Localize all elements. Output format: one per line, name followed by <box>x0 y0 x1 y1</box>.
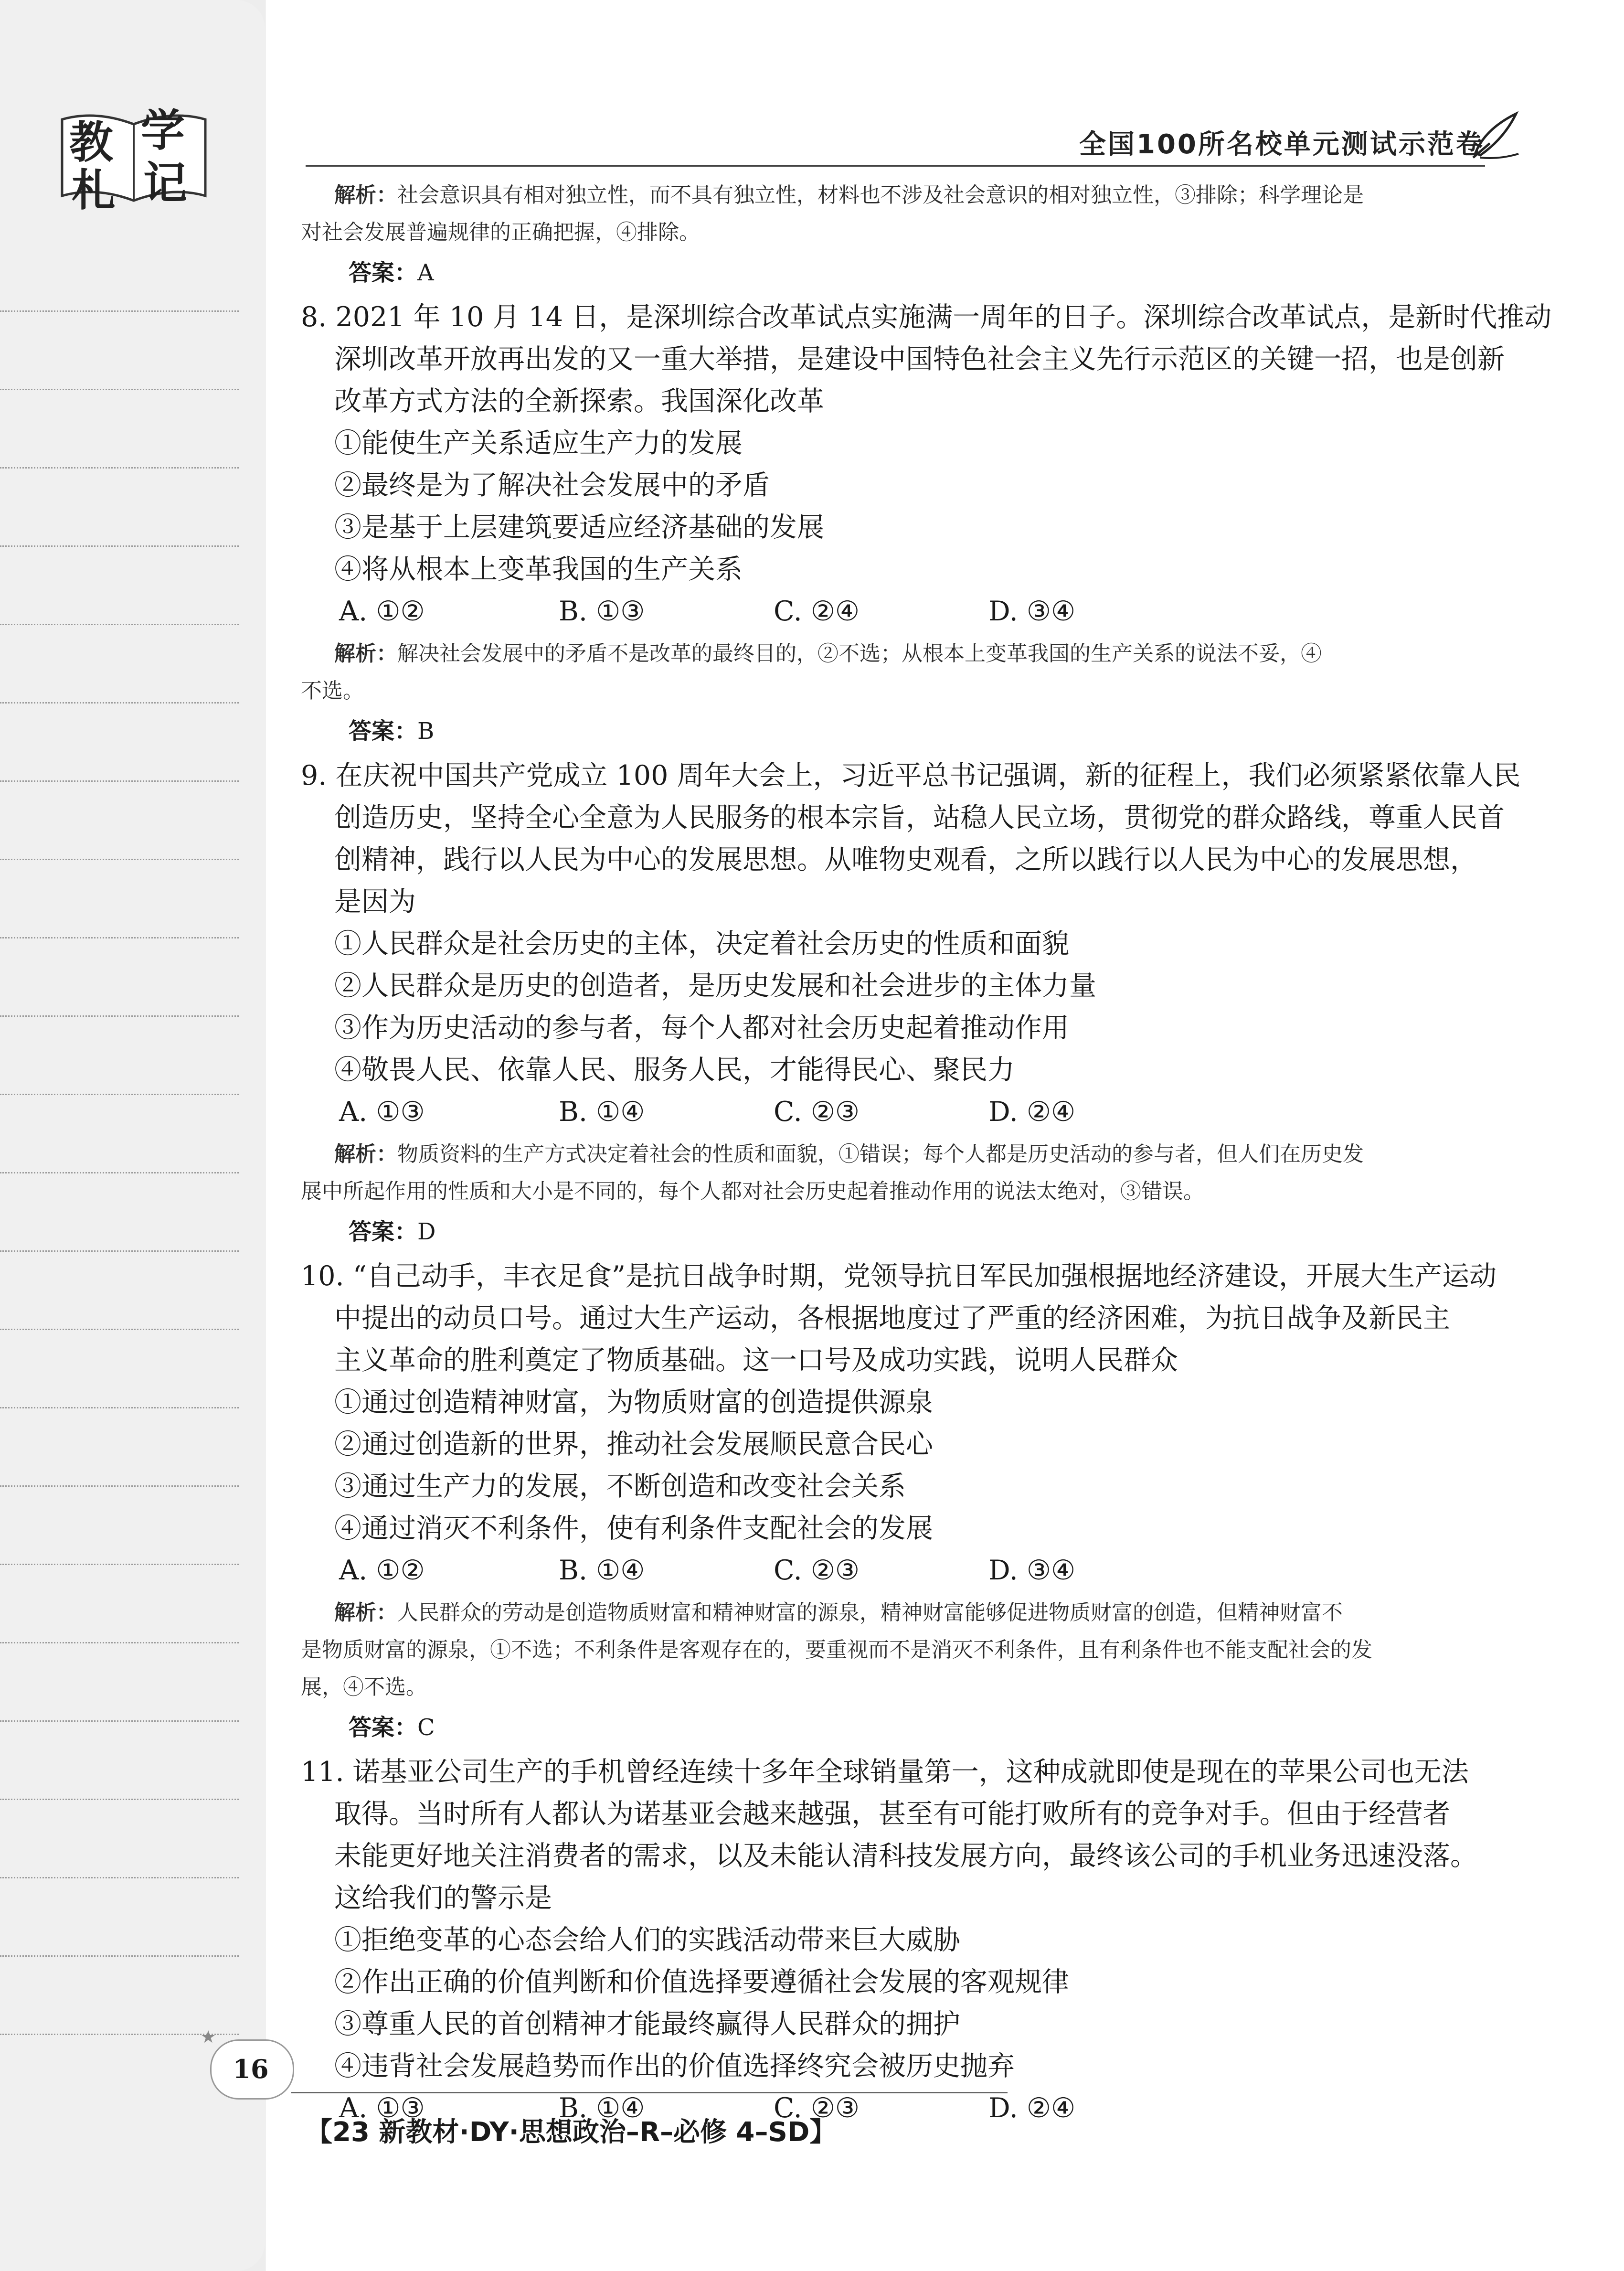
answer-choice: C. ②④ <box>774 596 860 627</box>
question-stem: 10. “自己动手，丰衣足食”是抗日战争时期，党领导抗日军民加强根据地经济建设，开展大生产运动 <box>301 1260 1497 1292</box>
answer-choice: C. ②③ <box>774 2092 860 2124</box>
note-line <box>0 389 239 390</box>
note-line <box>0 702 239 704</box>
logo-char-3: 札 <box>72 164 116 216</box>
question-line: 深圳改革开放再出发的又一重大举措，是建设中国特色社会主义先行示范区的关键一招，也是创新 <box>334 343 1505 375</box>
answer-value: B <box>417 718 435 745</box>
note-line <box>0 859 239 860</box>
header-title: 全国100所名校单元测试示范卷 <box>1079 129 1485 160</box>
explanation-line <box>334 177 1364 214</box>
answer-choice: D. ③④ <box>988 1555 1076 1586</box>
note-line <box>0 937 239 938</box>
question-line: ④违背社会发展趋势而作出的价值选择终究会被历史抛弃 <box>334 2050 1015 2082</box>
header-rule <box>306 165 1485 167</box>
question-stem: 11. 诺基亚公司生产的手机曾经连续十多年全球销量第一，这种成就即使是现在的苹果公司也无法 <box>301 1756 1469 1788</box>
question-line: ④将从根本上变革我国的生产关系 <box>334 554 743 585</box>
explanation-line <box>334 635 1322 672</box>
question-line: ③是基于上层建筑要适应经济基础的发展 <box>334 512 824 543</box>
notes-margin <box>0 0 265 2271</box>
quill-icon <box>1471 110 1523 162</box>
explanation-line <box>301 672 364 710</box>
answer-line <box>349 254 434 291</box>
footer-code: 【23 新教材·DY·思想政治–R–必修 4–SD】 <box>306 2117 837 2148</box>
note-line <box>0 1172 239 1173</box>
page-number: 16 <box>233 2054 269 2084</box>
answer-value: C <box>417 1714 435 1741</box>
answer-value: A <box>417 259 434 286</box>
question-line: ②作出正确的价值判断和价值选择要遵循社会发展的客观规律 <box>334 1966 1069 1998</box>
question-line: 这给我们的警示是 <box>334 1882 552 1914</box>
explanation-label: 解析： <box>334 183 397 207</box>
explanation-line <box>301 1669 427 1706</box>
question-line: 是因为 <box>334 886 416 917</box>
note-line <box>0 1720 239 1722</box>
page-header <box>1060 110 1518 167</box>
answer-choice: A. ①② <box>339 596 425 627</box>
question-stem: 9. 在庆祝中国共产党成立 100 周年大会上，习近平总书记强调，新的征程上，我们必须紧紧依靠人民 <box>301 760 1521 791</box>
answer-choice: D. ②④ <box>988 1096 1076 1128</box>
star-icon: ★ <box>201 2027 216 2047</box>
answer-choices <box>301 590 1485 632</box>
note-line <box>0 1564 239 1565</box>
note-line <box>0 1015 239 1017</box>
question-line: 取得。当时所有人都认为诺基亚会越来越强，甚至有可能打败所有的竞争对手。但由于经营者 <box>334 1798 1450 1830</box>
logo-char-2: 学 <box>141 105 185 156</box>
answer-choices <box>301 1091 1485 1133</box>
question-stem: 8. 2021 年 10 月 14 日，是深圳综合改革试点实施满一周年的日子。深圳综合改革试点，是新时代推动 <box>301 301 1552 333</box>
explanation-label: 解析： <box>334 1142 397 1166</box>
note-line <box>0 1329 239 1330</box>
logo-char-1: 教 <box>69 117 114 168</box>
answer-choice: C. ②③ <box>774 1555 860 1586</box>
question-line: ②最终是为了解决社会发展中的矛盾 <box>334 469 770 501</box>
note-line <box>0 1485 239 1487</box>
note-line <box>0 1094 239 1095</box>
explanation-text: 社会意识具有相对独立性，而不具有独立性，材料也不涉及社会意识的相对独立性，③排除；科学理论是 <box>397 183 1364 207</box>
question-line: 改革方式方法的全新探索。我国深化改革 <box>334 385 824 417</box>
question-line: ③通过生产力的发展，不断创造和改变社会关系 <box>334 1471 906 1502</box>
explanation-line <box>301 1631 1372 1669</box>
question-line: ④通过消灭不利条件，使有利条件支配社会的发展 <box>334 1513 933 1544</box>
explanation-text: 物质资料的生产方式决定着社会的性质和面貌，①错误；每个人都是历史活动的参与者，但人们在历史发 <box>397 1142 1364 1166</box>
question-line: ①通过创造精神财富，为物质财富的创造提供源泉 <box>334 1386 933 1418</box>
answer-choice: B. ①③ <box>559 596 645 627</box>
explanation-line <box>334 1594 1343 1631</box>
answer-label: 答案： <box>349 1218 418 1245</box>
explanation-line <box>301 1173 1204 1210</box>
explanation-line <box>334 1136 1364 1173</box>
answer-choice: A. ①③ <box>339 2092 425 2124</box>
note-line <box>0 310 239 312</box>
answer-label: 答案： <box>349 259 418 286</box>
question-line: ②通过创造新的世界，推动社会发展顺民意合民心 <box>334 1429 933 1460</box>
explanation-text: 展，④不选。 <box>301 1675 427 1699</box>
answer-choice: B. ①④ <box>559 1096 645 1128</box>
note-line <box>0 1799 239 1800</box>
explanation-text: 不选。 <box>301 679 364 703</box>
answer-choice: B. ①④ <box>559 2092 645 2124</box>
answer-choices <box>301 1549 1485 1591</box>
answer-label: 答案： <box>349 1714 418 1741</box>
explanation-text: 人民群众的劳动是创造物质财富和精神财富的源泉，精神财富能够促进物质财富的创造，但精神财富不 <box>397 1600 1343 1625</box>
answer-line <box>349 1213 436 1250</box>
note-line <box>0 1407 239 1408</box>
footer-rule <box>291 2092 1008 2093</box>
note-line <box>0 545 239 547</box>
answer-choice: A. ①③ <box>339 1096 425 1128</box>
question-line: 未能更好地关注消费者的需求，以及未能认清科技发展方向，最终该公司的手机业务迅速没落。 <box>334 1840 1477 1872</box>
explanation-label: 解析： <box>334 1600 397 1625</box>
note-line <box>0 780 239 782</box>
logo-char-4: 记 <box>143 157 188 209</box>
note-line <box>0 467 239 469</box>
answer-value: D <box>417 1218 436 1245</box>
explanation-text: 对社会发展普遍规律的正确把握，④排除。 <box>301 220 700 245</box>
explanation-line <box>301 214 700 251</box>
explanation-text: 展中所起作用的性质和大小是不同的，每个人都对社会历史起着推动作用的说法太绝对，③错误。 <box>301 1179 1204 1204</box>
question-line: 主义革命的胜利奠定了物质基础。这一口号及成功实践，说明人民群众 <box>334 1344 1178 1376</box>
note-line <box>0 1877 239 1878</box>
note-line <box>0 1955 239 1957</box>
answer-line <box>349 1709 435 1746</box>
question-line: ②人民群众是历史的创造者，是历史发展和社会进步的主体力量 <box>334 970 1096 1002</box>
answer-choice: A. ①② <box>339 1555 425 1586</box>
explanation-label: 解析： <box>334 641 397 666</box>
note-line <box>0 624 239 625</box>
question-line: ①人民群众是社会历史的主体，决定着社会历史的性质和面貌 <box>334 928 1069 960</box>
explanation-text: 是物质财富的源泉，①不选；不利条件是客观存在的，要重视而不是消灭不利条件，且有利条件也不能支配社会的发 <box>301 1638 1372 1662</box>
explanation-text: 解决社会发展中的矛盾不是改革的最终目的，②不选；从根本上变革我国的生产关系的说法不妥，④ <box>397 641 1322 666</box>
question-line: 中提出的动员口号。通过大生产运动，各根据地度过了严重的经济困难，为抗日战争及新民主 <box>334 1302 1450 1334</box>
answer-label: 答案： <box>349 718 418 745</box>
note-line <box>0 1250 239 1252</box>
question-line: ①能使生产关系适应生产力的发展 <box>334 427 743 459</box>
question-line: ①拒绝变革的心态会给人们的实践活动带来巨大威胁 <box>334 1924 960 1956</box>
question-line: 创造历史，坚持全心全意为人民服务的根本宗旨，站稳人民立场，贯彻党的群众路线，尊重人民首 <box>334 802 1505 833</box>
question-line: ③尊重人民的首创精神才能最终赢得人民群众的拥护 <box>334 2008 960 2040</box>
answer-choice: C. ②③ <box>774 1096 860 1128</box>
question-line: ④敬畏人民、依靠人民、服务人民，才能得民心、聚民力 <box>334 1054 1015 1086</box>
question-line: 创精神，践行以人民为中心的发展思想。从唯物史观看，之所以践行以人民为中心的发展思想， <box>334 844 1477 875</box>
answer-choice: D. ③④ <box>988 596 1076 627</box>
answer-line <box>349 713 434 750</box>
answer-choice: B. ①④ <box>559 1555 645 1586</box>
answer-choice: D. ②④ <box>988 2092 1076 2124</box>
note-line <box>0 1642 239 1643</box>
notes-logo <box>53 100 215 216</box>
notes-margin-bg <box>0 0 265 2271</box>
question-line: ③作为历史活动的参与者，每个人都对社会历史起着推动作用 <box>334 1012 1069 1044</box>
